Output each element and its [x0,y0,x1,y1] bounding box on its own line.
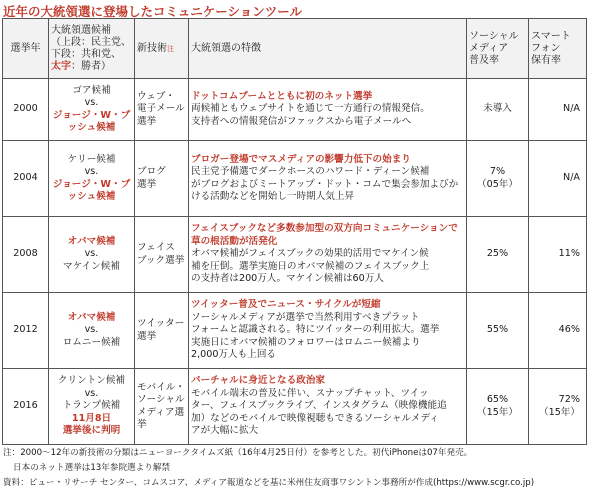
row-candidates: クリントン候補 vs. トランプ候補 11月8日 選挙後に判明 [49,369,135,445]
row-smartphone-rate: 72% （15年） [529,369,587,445]
header-features: 大統領選の特徴 [189,19,467,79]
row-candidates: オバマ候補 vs. マケイン候補 [49,217,135,293]
row-features: ツイッター普及でニュース・サイクルが短縮 ソーシャルメディアが選挙で当然利用すべきプラット フォームと認識される。特にツイッターの利用拡大。選挙 実施日にオバマ候補のフォロワーはロムニー候補より 2,000万人も上回る [189,293,467,369]
row-features: フェイスブックなど多数参加型の双方向コミュニケーションで草の根活動が活発化 オバマ候補がフェイスブックの効果的活用でマケイン候 補を圧倒。選挙実施日のオバマ候補のフェイスブック上 の支持者は200万人。マケイン候補は60万人 [189,217,467,293]
table-title: 近年の大統領選に登場したコミュニケーションツール [3,4,303,19]
row-social-rate: 7% （05年） [467,141,529,217]
row-year: 2000 [3,79,49,141]
row-social-rate: 未導入 [467,79,529,141]
row-tech: モバイル・ ソーシャル メディア選 挙 [135,369,189,445]
result-note: 11月8日 [71,412,112,424]
header-smartphone: スマート フォン 保有率 [529,19,587,79]
row-tech: ウェブ・ 電子メール 選挙 [135,79,189,141]
row-candidates: ゴア候補 vs. ジョージ・W・ブッシュ候補 [49,79,135,141]
header-year: 選挙年 [3,19,49,79]
row-year: 2016 [3,369,49,445]
row-social-rate: 55% [467,293,529,369]
row-features: ブロガー登場でマスメディアの影響力低下の始まり 民主党予備選でダークホースのハワード・ディーン候補 がブログおよびミートアップ・ドット・コムで集会参加よびか ける活動などを開始し一時期人気上昇 [189,141,467,217]
footnote-japan: 日本のネット選挙は13年参院選より解禁 [13,463,171,473]
header-candidates: 大統領選候補 （上段：民主党、 下段：共和党、 太字：勝者） [49,19,135,79]
table-row [3,141,587,217]
footnote-source-nyt: 注：2000〜12年の新技術の分類はニューヨークタイムズ紙（16年4月25日付）を参考とした。初代iPhoneは07年発売。 [3,448,473,458]
row-candidates: オバマ候補 vs. ロムニー候補 [49,293,135,369]
comparison-table [2,18,587,445]
row-social-rate: 25% [467,217,529,293]
row-year: 2012 [3,293,49,369]
row-year: 2008 [3,217,49,293]
row-year: 2004 [3,141,49,217]
table-row [3,369,587,445]
row-smartphone-rate: 46% [529,293,587,369]
table-row [3,293,587,369]
row-smartphone-rate: N/A [529,79,587,141]
header-social-media: ソーシャル メディア 普及率 [467,19,529,79]
table-row [3,79,587,141]
row-tech: ブログ 選挙 [135,141,189,217]
row-tech: ツイッター 選挙 [135,293,189,369]
row-candidates: ケリー候補 vs. ジョージ・W・ブッシュ候補 [49,141,135,217]
row-smartphone-rate: N/A [529,141,587,217]
header-tech: 新技術$^注$ [135,19,189,79]
row-features: バーチャルに身近となる政治家 モバイル端末の普及に伴い、スナップチャット、ツイッ ター、フェイスブックライブ、インスタグラム（映像機能追 加）などのモバイルで映像視聴もできるソーシャルメディ アが大幅に拡大 [189,369,467,445]
row-social-rate: 65% （15年） [467,369,529,445]
footnote-sources: 資料：ピュー・リサーチ センター、コムスコア、メディア報道などを基に米州住友商事ワシントン事務所が作成(https://www.scgr.co.jp) [3,478,535,488]
row-smartphone-rate: 11% [529,217,587,293]
footnotes [3,446,587,491]
row-tech: フェイス ブック選挙 [135,217,189,293]
row-features: ドットコムブームとともに初のネット選挙 両候補ともウェブサイトを通じて一方通行の情報発信。 支持者への情報発信がファックスから電子メールへ [189,79,467,141]
table-row [3,217,587,293]
